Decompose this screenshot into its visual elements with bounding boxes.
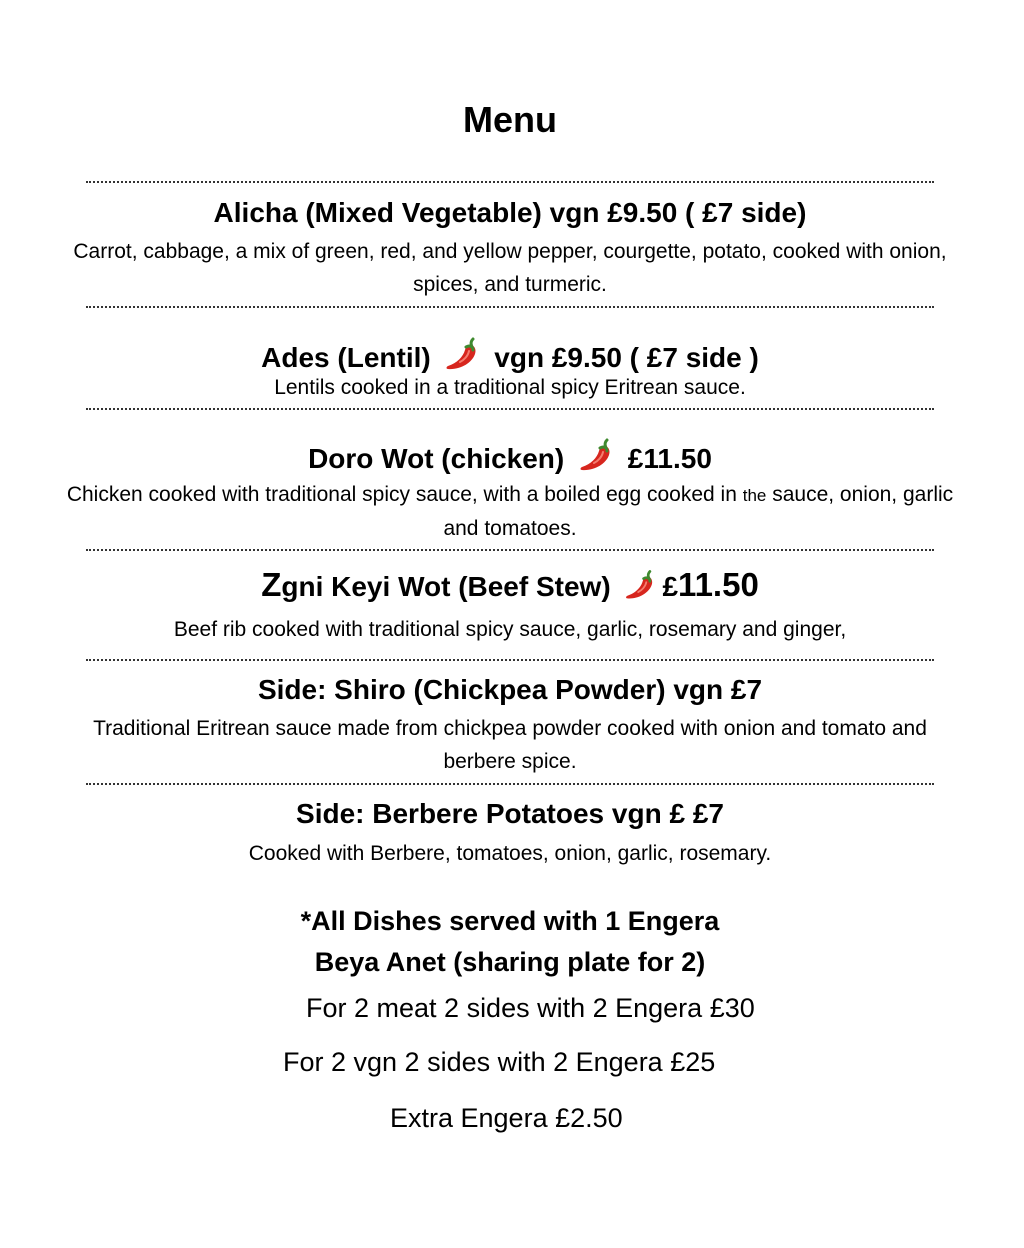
menu-item-description: Beef rib cooked with traditional spicy sauce, garlic, rosemary and ginger,	[173, 618, 847, 641]
menu-item-name-text: Doro Wot (chicken)	[308, 443, 565, 474]
menu-item-description: Traditional Eritrean sauce made from chickpea powder cooked with onion and tomato and berbere spice.	[93, 717, 927, 773]
menu-item-name	[0, 434, 1020, 476]
divider	[86, 783, 934, 785]
description-text-small: the	[742, 486, 767, 505]
menu-item-name-text: gni Keyi Wot (Beef Stew)	[281, 571, 611, 602]
chili-pepper-icon	[442, 333, 482, 373]
served-with-note: *All Dishes served with 1 Engera	[300, 906, 720, 936]
menu-item-name	[0, 566, 1020, 604]
page-title: Menu	[463, 99, 557, 140]
description-text-end: sauce, onion, garlic and tomatoes.	[443, 483, 954, 540]
extra-engera-price: Extra Engera £2.50	[390, 1103, 623, 1133]
divider	[86, 181, 934, 183]
divider	[86, 306, 934, 308]
chili-pepper-icon	[622, 566, 658, 602]
menu-item-name: Side: Shiro (Chickpea Powder) vgn £7	[257, 674, 763, 705]
menu-item-name-initial: Z	[261, 566, 282, 603]
menu-item-description: Lentils cooked in a traditional spicy Eritrean sauce.	[274, 376, 746, 399]
description-text: Chicken cooked with traditional spicy sauce, with a boiled egg cooked in	[66, 483, 737, 506]
sharing-plate-title: Beya Anet (sharing plate for 2)	[314, 947, 706, 977]
divider	[86, 549, 934, 551]
menu-item-name: Side: Berbere Potatoes vgn £ £7	[296, 798, 724, 829]
menu-item-price-text: £11.50	[627, 443, 712, 474]
menu-item-description: Cooked with Berbere, tomatoes, onion, garlic, rosemary.	[248, 842, 772, 865]
divider	[86, 659, 934, 661]
menu-item-description	[60, 478, 960, 545]
sharing-meat-option: For 2 meat 2 sides with 2 Engera £30	[306, 993, 755, 1023]
menu-item-name-text: Ades (Lentil)	[261, 342, 431, 373]
menu-item-name	[0, 333, 1020, 375]
menu-item-name: Alicha (Mixed Vegetable) vgn £9.50 ( £7 side)	[213, 197, 807, 228]
menu-item-price-value: 11.50	[678, 566, 759, 603]
sharing-vgn-option: For 2 vgn 2 sides with 2 Engera £25	[283, 1047, 716, 1077]
menu-item-price-symbol: £	[662, 571, 679, 602]
chili-pepper-icon	[576, 434, 616, 474]
menu-item-description: Carrot, cabbage, a mix of green, red, and yellow pepper, courgette, potato, cooked with onion, spices, and turmeric.	[73, 240, 947, 296]
menu-item-price-text: vgn £9.50 ( £7 side )	[494, 342, 759, 373]
divider	[86, 408, 934, 410]
